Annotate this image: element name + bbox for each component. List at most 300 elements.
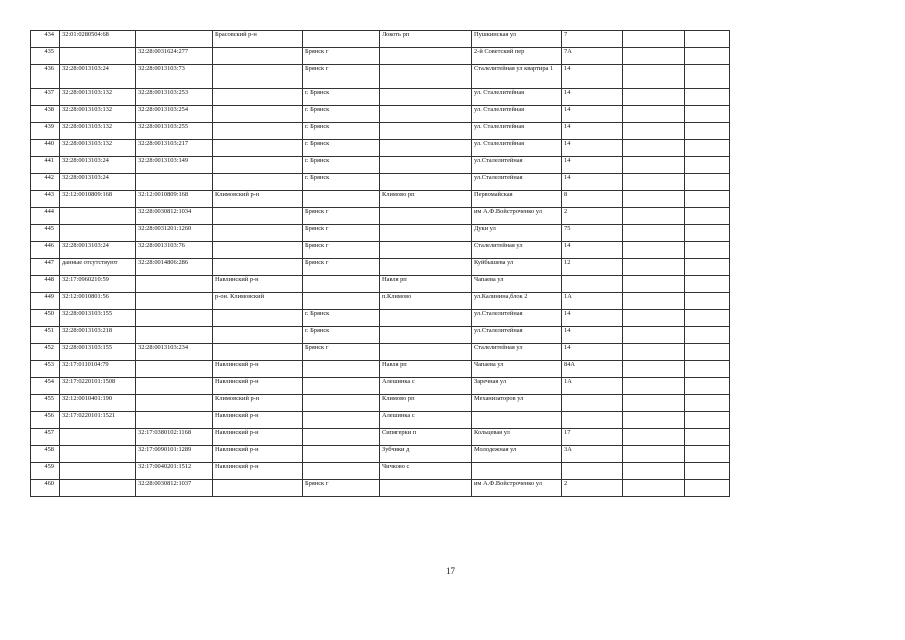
table-cell xyxy=(623,480,685,497)
table-cell xyxy=(685,225,730,242)
table-cell: 435 xyxy=(31,48,60,65)
table-row xyxy=(31,480,730,497)
table-cell xyxy=(136,327,213,344)
table-cell xyxy=(136,395,213,412)
table-cell: 32:17:0960210:59 xyxy=(60,276,136,293)
table-cell: Молодежная ул xyxy=(472,446,562,463)
table-cell xyxy=(685,140,730,157)
table-cell: Чичково с xyxy=(380,463,472,480)
table-cell xyxy=(623,310,685,327)
table-cell: 32:28:0013103:132 xyxy=(60,123,136,140)
table-cell xyxy=(303,429,380,446)
table-row xyxy=(31,412,730,429)
table-cell: 14 xyxy=(562,327,623,344)
table-cell: 32:28:0013103:217 xyxy=(136,140,213,157)
table-cell: Дуки ул xyxy=(472,225,562,242)
table-cell: 458 xyxy=(31,446,60,463)
table-row xyxy=(31,225,730,242)
table-cell xyxy=(685,395,730,412)
table-cell xyxy=(623,65,685,89)
page-number: 17 xyxy=(446,566,455,576)
table-cell: 457 xyxy=(31,429,60,446)
table-cell xyxy=(623,31,685,48)
table-cell: Чапаева ул xyxy=(472,276,562,293)
table-cell: 32:28:0013103:132 xyxy=(60,89,136,106)
table-row xyxy=(31,191,730,208)
table-cell: 32:28:0013103:149 xyxy=(136,157,213,174)
table-cell: 1А xyxy=(562,378,623,395)
table-cell xyxy=(380,123,472,140)
table-cell xyxy=(685,174,730,191)
table-cell: Навля рп xyxy=(380,361,472,378)
table-row xyxy=(31,242,730,259)
table-row xyxy=(31,327,730,344)
table-cell: 32:28:0013103:253 xyxy=(136,89,213,106)
table-cell: 32:28:0013103:76 xyxy=(136,242,213,259)
table-cell: 446 xyxy=(31,242,60,259)
table-cell xyxy=(685,65,730,89)
table-cell: Заречная ул xyxy=(472,378,562,395)
table-cell xyxy=(623,395,685,412)
table-cell: Кольцевая ул xyxy=(472,429,562,446)
table-row xyxy=(31,157,730,174)
table-cell: 32:12:0010801:56 xyxy=(60,293,136,310)
table-cell: Навлинский р-н xyxy=(213,276,303,293)
table-cell xyxy=(623,140,685,157)
table-cell: Сталелитейная ул xyxy=(472,344,562,361)
table-cell: Климовский р-н xyxy=(213,395,303,412)
table-cell: ул. Сталелитейная xyxy=(472,140,562,157)
table-cell xyxy=(685,344,730,361)
table-cell: Брянск г xyxy=(303,480,380,497)
table-row xyxy=(31,395,730,412)
table-cell xyxy=(685,378,730,395)
table-cell xyxy=(213,174,303,191)
table-cell xyxy=(685,361,730,378)
table-cell: 456 xyxy=(31,412,60,429)
table-cell: 12 xyxy=(562,259,623,276)
table-body xyxy=(31,31,730,497)
table-cell: ул.Сталелитейная xyxy=(472,327,562,344)
table-cell xyxy=(136,361,213,378)
table-cell xyxy=(213,225,303,242)
table-row xyxy=(31,361,730,378)
table-cell: 444 xyxy=(31,208,60,225)
table-cell xyxy=(685,89,730,106)
table-cell xyxy=(685,123,730,140)
table-cell xyxy=(213,106,303,123)
table-cell: 449 xyxy=(31,293,60,310)
table-cell: г. Брянск xyxy=(303,89,380,106)
table-cell xyxy=(213,344,303,361)
table-cell xyxy=(685,259,730,276)
table-cell: г. Брянск xyxy=(303,310,380,327)
table-cell: Локоть рп xyxy=(380,31,472,48)
table-cell: 437 xyxy=(31,89,60,106)
table-cell: 32:12:0010809:168 xyxy=(60,191,136,208)
table-cell: 439 xyxy=(31,123,60,140)
table-cell: г. Брянск xyxy=(303,140,380,157)
table-cell: 14 xyxy=(562,65,623,89)
table-cell xyxy=(380,157,472,174)
table-cell: Брянск г xyxy=(303,344,380,361)
table-cell: Чапаева ул xyxy=(472,361,562,378)
table-cell xyxy=(685,106,730,123)
table-cell: 75 xyxy=(562,225,623,242)
table-row xyxy=(31,463,730,480)
table-cell xyxy=(380,242,472,259)
table-cell xyxy=(623,106,685,123)
table-cell: 32:28:0013103:234 xyxy=(136,344,213,361)
table-cell xyxy=(685,412,730,429)
table-cell xyxy=(623,48,685,65)
table-cell: 14 xyxy=(562,174,623,191)
table-cell: 32:28:0013103:132 xyxy=(60,140,136,157)
table-cell: 17 xyxy=(562,429,623,446)
table-cell: 32:17:0220101:1508 xyxy=(60,378,136,395)
table-cell xyxy=(623,293,685,310)
table-cell: 14 xyxy=(562,310,623,327)
table-cell xyxy=(623,259,685,276)
table-cell xyxy=(136,293,213,310)
table-cell xyxy=(685,31,730,48)
table-cell xyxy=(623,208,685,225)
table-cell: 436 xyxy=(31,65,60,89)
table-cell: 32:28:0013103:218 xyxy=(60,327,136,344)
table-cell: 1А xyxy=(562,293,623,310)
table-cell: г. Брянск xyxy=(303,106,380,123)
table-cell xyxy=(685,157,730,174)
table-cell xyxy=(685,191,730,208)
table-cell xyxy=(623,446,685,463)
table-cell: Алешинка с xyxy=(380,412,472,429)
table-cell: Куйбышева ул xyxy=(472,259,562,276)
table-cell xyxy=(685,48,730,65)
table-cell: р-он. Климовский xyxy=(213,293,303,310)
table-cell: 32:28:0031201:1260 xyxy=(136,225,213,242)
table-cell xyxy=(685,327,730,344)
table-cell: 32:17:0110104:79 xyxy=(60,361,136,378)
table-cell xyxy=(213,242,303,259)
table-cell: Климово рп xyxy=(380,191,472,208)
table-cell xyxy=(380,208,472,225)
table-cell xyxy=(136,412,213,429)
table-cell xyxy=(213,48,303,65)
table-cell: ул. Сталелитейная xyxy=(472,106,562,123)
table-cell: ул.Сталелитейная xyxy=(472,174,562,191)
table-cell: 438 xyxy=(31,106,60,123)
table-cell xyxy=(380,480,472,497)
table-cell: 460 xyxy=(31,480,60,497)
table-cell xyxy=(623,225,685,242)
table-cell xyxy=(685,208,730,225)
table-cell: им А.Ф.Войстроченко ул xyxy=(472,208,562,225)
table-cell: Брянск г xyxy=(303,259,380,276)
table-cell: 14 xyxy=(562,89,623,106)
property-table xyxy=(30,30,730,497)
table-cell: Навлинский р-н xyxy=(213,361,303,378)
table-cell xyxy=(380,65,472,89)
table-cell xyxy=(136,378,213,395)
table-cell xyxy=(60,463,136,480)
table-cell xyxy=(60,48,136,65)
table-cell: 84А xyxy=(562,361,623,378)
table-cell xyxy=(472,463,562,480)
table-row xyxy=(31,276,730,293)
table-cell: 32:28:0013103:24 xyxy=(60,242,136,259)
table-cell: ул.Калинина,блок 2 xyxy=(472,293,562,310)
table-cell: Навля рп xyxy=(380,276,472,293)
table-cell: ул.Сталелитейная xyxy=(472,310,562,327)
table-row xyxy=(31,344,730,361)
table-row xyxy=(31,89,730,106)
table-cell: Навлинский р-н xyxy=(213,378,303,395)
table-cell xyxy=(562,463,623,480)
table-cell: 7 xyxy=(562,31,623,48)
table-cell: г. Брянск xyxy=(303,327,380,344)
table-cell: 447 xyxy=(31,259,60,276)
table-cell xyxy=(380,225,472,242)
table-row xyxy=(31,123,730,140)
table-cell: 453 xyxy=(31,361,60,378)
table-cell xyxy=(380,344,472,361)
table-cell: Механизаторов ул xyxy=(472,395,562,412)
table-cell: 32:28:0013103:73 xyxy=(136,65,213,89)
table-cell xyxy=(136,31,213,48)
table-cell: ул. Сталелитейная xyxy=(472,89,562,106)
table-cell xyxy=(60,429,136,446)
table-row xyxy=(31,31,730,48)
table-cell: 14 xyxy=(562,157,623,174)
table-cell xyxy=(380,48,472,65)
table-cell: 8 xyxy=(562,191,623,208)
table-cell xyxy=(562,395,623,412)
table-cell: Брасовский р-н xyxy=(213,31,303,48)
table-cell: ул. Сталелитейная xyxy=(472,123,562,140)
table-cell xyxy=(303,276,380,293)
table-cell: 32:28:0014806:286 xyxy=(136,259,213,276)
table-cell: 440 xyxy=(31,140,60,157)
table-cell xyxy=(303,412,380,429)
table-cell: 450 xyxy=(31,310,60,327)
table-cell: Брянск г xyxy=(303,208,380,225)
table-cell: 32:17:0090101:1289 xyxy=(136,446,213,463)
table-cell xyxy=(562,276,623,293)
table-cell xyxy=(685,463,730,480)
table-cell xyxy=(60,480,136,497)
table-cell: Алешинка с xyxy=(380,378,472,395)
table-cell: ул.Сталелитейная xyxy=(472,157,562,174)
table-cell: 441 xyxy=(31,157,60,174)
table-cell xyxy=(623,174,685,191)
table-row xyxy=(31,378,730,395)
table-cell xyxy=(213,89,303,106)
table-cell xyxy=(303,31,380,48)
table-cell xyxy=(623,361,685,378)
table-cell xyxy=(380,327,472,344)
table-cell: 454 xyxy=(31,378,60,395)
table-cell: 32:17:0380102:1168 xyxy=(136,429,213,446)
table-row xyxy=(31,429,730,446)
table-cell: Навлинский р-н xyxy=(213,412,303,429)
table-row xyxy=(31,310,730,327)
table-cell xyxy=(685,480,730,497)
table-cell xyxy=(685,293,730,310)
table-cell: 32:28:0031624:277 xyxy=(136,48,213,65)
table-cell: 445 xyxy=(31,225,60,242)
table-cell xyxy=(472,412,562,429)
table-cell xyxy=(303,463,380,480)
table-cell: им А.Ф.Войстроченко ул xyxy=(472,480,562,497)
table-row xyxy=(31,140,730,157)
table-cell xyxy=(562,412,623,429)
table-cell: 451 xyxy=(31,327,60,344)
table-cell: п.Климово xyxy=(380,293,472,310)
table-cell xyxy=(685,446,730,463)
table-cell xyxy=(623,378,685,395)
table-cell: 442 xyxy=(31,174,60,191)
table-cell: 32:28:0013103:24 xyxy=(60,65,136,89)
table-cell xyxy=(213,310,303,327)
table-cell xyxy=(380,106,472,123)
table-cell xyxy=(623,242,685,259)
table-cell: Навлинский р-н xyxy=(213,446,303,463)
table-cell xyxy=(685,242,730,259)
table-cell: 32:28:0013103:24 xyxy=(60,174,136,191)
table-cell: 455 xyxy=(31,395,60,412)
table-cell: 14 xyxy=(562,344,623,361)
table-cell: 2-й Советский пер xyxy=(472,48,562,65)
table-cell: Навлинский р-н xyxy=(213,463,303,480)
table-cell xyxy=(213,123,303,140)
table-cell xyxy=(213,480,303,497)
table-cell: Климовский р-н xyxy=(213,191,303,208)
table-cell xyxy=(213,208,303,225)
table-cell xyxy=(303,191,380,208)
table-cell: Навлинский р-н xyxy=(213,429,303,446)
table-row xyxy=(31,48,730,65)
table-cell: 32:17:0040201:1512 xyxy=(136,463,213,480)
table-row xyxy=(31,106,730,123)
table-cell: 32:12:0010809:168 xyxy=(136,191,213,208)
table-cell: 459 xyxy=(31,463,60,480)
table-cell xyxy=(380,259,472,276)
table-cell: Климово рп xyxy=(380,395,472,412)
table-cell xyxy=(136,174,213,191)
table-cell xyxy=(685,429,730,446)
table-cell: г. Брянск xyxy=(303,123,380,140)
table-cell xyxy=(60,446,136,463)
table-cell xyxy=(60,208,136,225)
table-cell: 2 xyxy=(562,208,623,225)
table-row xyxy=(31,208,730,225)
table-cell: Сталелитейная ул квартира 1 xyxy=(472,65,562,89)
table-cell: 32:17:0220101:1521 xyxy=(60,412,136,429)
table-cell: Сипягерки п xyxy=(380,429,472,446)
table-cell: Брянск г xyxy=(303,225,380,242)
table-cell: Брянск г xyxy=(303,48,380,65)
table-row xyxy=(31,259,730,276)
table-cell xyxy=(623,412,685,429)
table-cell: Зубчики д xyxy=(380,446,472,463)
table-cell: 32:28:0013103:155 xyxy=(60,310,136,327)
table-cell xyxy=(303,361,380,378)
table-cell: 3А xyxy=(562,446,623,463)
table-cell xyxy=(213,140,303,157)
table-cell xyxy=(623,429,685,446)
table-cell: Пушкинская ул xyxy=(472,31,562,48)
table-cell xyxy=(623,157,685,174)
table-cell xyxy=(623,327,685,344)
table-cell xyxy=(623,123,685,140)
table-cell: 32:01:0280504:68 xyxy=(60,31,136,48)
table-cell xyxy=(623,276,685,293)
table-cell: 32:28:0030812:1037 xyxy=(136,480,213,497)
table-cell xyxy=(685,310,730,327)
table-cell: 14 xyxy=(562,106,623,123)
table-cell xyxy=(303,293,380,310)
table-cell: 14 xyxy=(562,140,623,157)
table-cell xyxy=(380,140,472,157)
table-cell xyxy=(380,174,472,191)
table-cell: Брянск г xyxy=(303,242,380,259)
table-cell: г. Брянск xyxy=(303,157,380,174)
table-cell: 14 xyxy=(562,242,623,259)
table-cell xyxy=(213,65,303,89)
table-cell: 32:28:0013103:254 xyxy=(136,106,213,123)
table-cell: 434 xyxy=(31,31,60,48)
table-cell xyxy=(213,259,303,276)
table-cell: 2 xyxy=(562,480,623,497)
table-cell: г. Брянск xyxy=(303,174,380,191)
table-cell xyxy=(623,89,685,106)
table-row xyxy=(31,446,730,463)
table-cell: 448 xyxy=(31,276,60,293)
table-cell: Брянск г xyxy=(303,65,380,89)
table-cell xyxy=(380,89,472,106)
table-cell: 32:28:0013103:155 xyxy=(60,344,136,361)
table-cell: 7А xyxy=(562,48,623,65)
table-cell xyxy=(60,225,136,242)
table-cell xyxy=(303,446,380,463)
table-cell: 32:28:0013103:24 xyxy=(60,157,136,174)
table-cell: 32:28:0013103:255 xyxy=(136,123,213,140)
table-row xyxy=(31,174,730,191)
table-cell xyxy=(213,157,303,174)
table-cell: данные отсутствуют xyxy=(60,259,136,276)
table-row xyxy=(31,293,730,310)
table-cell xyxy=(623,344,685,361)
table-cell xyxy=(136,276,213,293)
table-cell xyxy=(213,327,303,344)
table-cell: 32:28:0030812:1034 xyxy=(136,208,213,225)
table-cell: Первомайская xyxy=(472,191,562,208)
table-cell: Сталелитейная ул xyxy=(472,242,562,259)
table-cell xyxy=(623,463,685,480)
table-cell xyxy=(303,395,380,412)
table-cell xyxy=(303,378,380,395)
table-cell xyxy=(380,310,472,327)
table-row xyxy=(31,65,730,89)
table-cell: 452 xyxy=(31,344,60,361)
table-cell: 443 xyxy=(31,191,60,208)
table-cell xyxy=(685,276,730,293)
table-cell xyxy=(623,191,685,208)
table-cell: 14 xyxy=(562,123,623,140)
table-cell: 32:28:0013103:132 xyxy=(60,106,136,123)
table-cell: 32:12:0010401:190 xyxy=(60,395,136,412)
table-cell xyxy=(136,310,213,327)
